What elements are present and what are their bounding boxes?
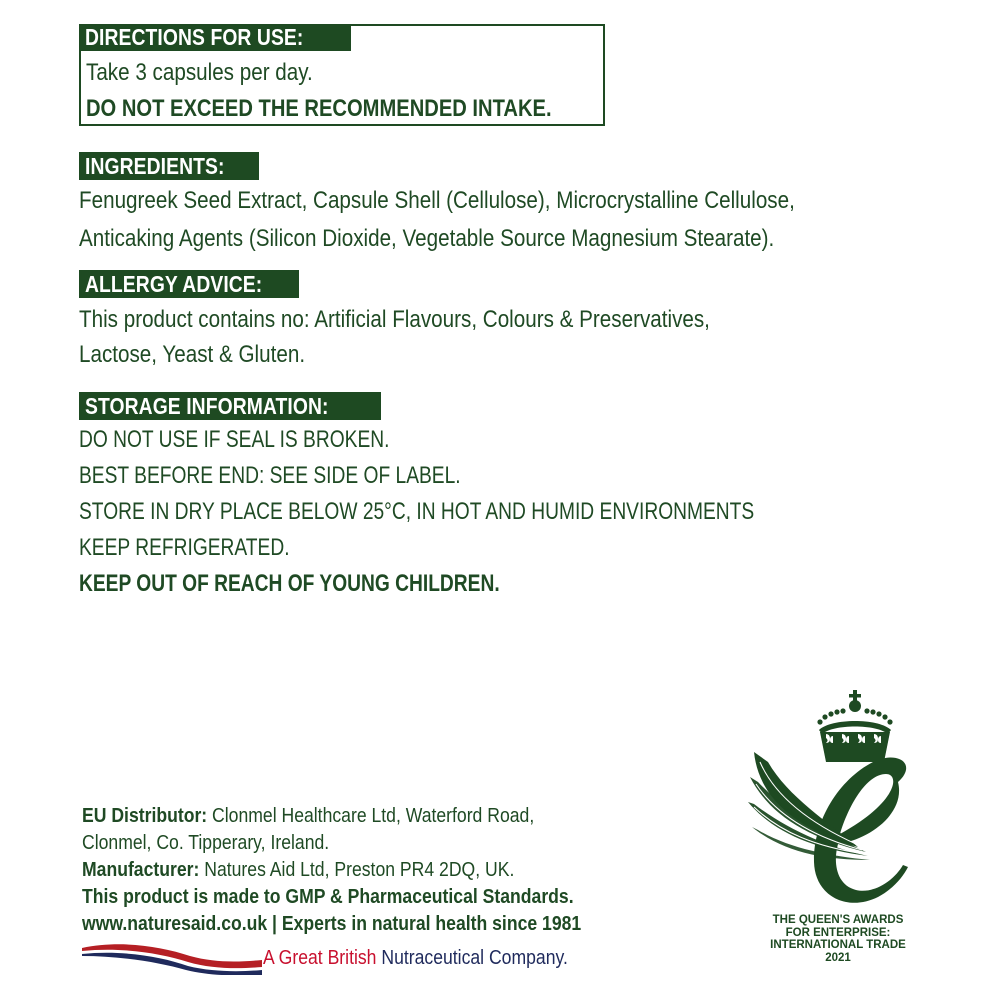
footer-manufacturer — [82, 858, 573, 882]
directions-heading: DIRECTIONS FOR USE: — [79, 24, 351, 51]
union-flag-swoosh-icon — [80, 940, 265, 975]
tagline-blue: Nutraceutical Company. — [376, 947, 568, 969]
distributor-text: Clonmel Healthcare Ltd, Waterford Road, — [207, 805, 535, 827]
storage-heading: STORAGE INFORMATION: — [79, 392, 381, 420]
storage-warning-children: KEEP OUT OF REACH OF YOUNG CHILDREN. — [79, 570, 500, 597]
storage-line-refrigerate: KEEP REFRIGERATED. — [79, 534, 290, 561]
storage-line-temperature: STORE IN DRY PLACE BELOW 25°C, IN HOT AND HUMID ENVIRONMENTS — [79, 498, 755, 525]
footer-gmp: This product is made to GMP & Pharmaceutical Standards. — [82, 886, 574, 908]
allergy-line-1: This product contains no: Artificial Flavours, Colours & Preservatives, — [79, 306, 710, 333]
footer-distributor — [82, 804, 596, 828]
footer-website[interactable]: www.naturesaid.co.uk | Experts in natural health since 1981 — [82, 913, 582, 935]
queens-award-e-icon — [748, 752, 918, 912]
footer-tagline — [263, 946, 609, 970]
directions-warning: DO NOT EXCEED THE RECOMMENDED INTAKE. — [86, 95, 552, 122]
storage-line-seal: DO NOT USE IF SEAL IS BROKEN. — [79, 426, 390, 453]
tagline-red: A Great British — [263, 947, 377, 969]
ingredients-line-1: Fenugreek Seed Extract, Capsule Shell (Cellulose), Microcrystalline Cellulose, — [79, 187, 795, 214]
manufacturer-text: Natures Aid Ltd, Preston PR4 2DQ, UK. — [199, 859, 515, 881]
distributor-label: EU Distributor: — [82, 805, 208, 827]
allergy-line-2: Lactose, Yeast & Gluten. — [79, 341, 306, 368]
manufacturer-label: Manufacturer: — [82, 859, 200, 881]
allergy-heading: ALLERGY ADVICE: — [79, 270, 299, 298]
footer-distributor-address: Clonmel, Co. Tipperary, Ireland. — [82, 832, 330, 854]
queens-award-caption: THE QUEEN'S AWARDS FOR ENTERPRISE: INTERNATIONAL TRADE 2021 — [770, 914, 906, 964]
directions-dosage: Take 3 capsules per day. — [86, 59, 313, 86]
storage-line-best-before: BEST BEFORE END: SEE SIDE OF LABEL. — [79, 462, 461, 489]
ingredients-heading: INGREDIENTS: — [79, 152, 259, 180]
ingredients-line-2: Anticaking Agents (Silicon Dioxide, Vegetable Source Magnesium Stearate). — [79, 225, 775, 252]
